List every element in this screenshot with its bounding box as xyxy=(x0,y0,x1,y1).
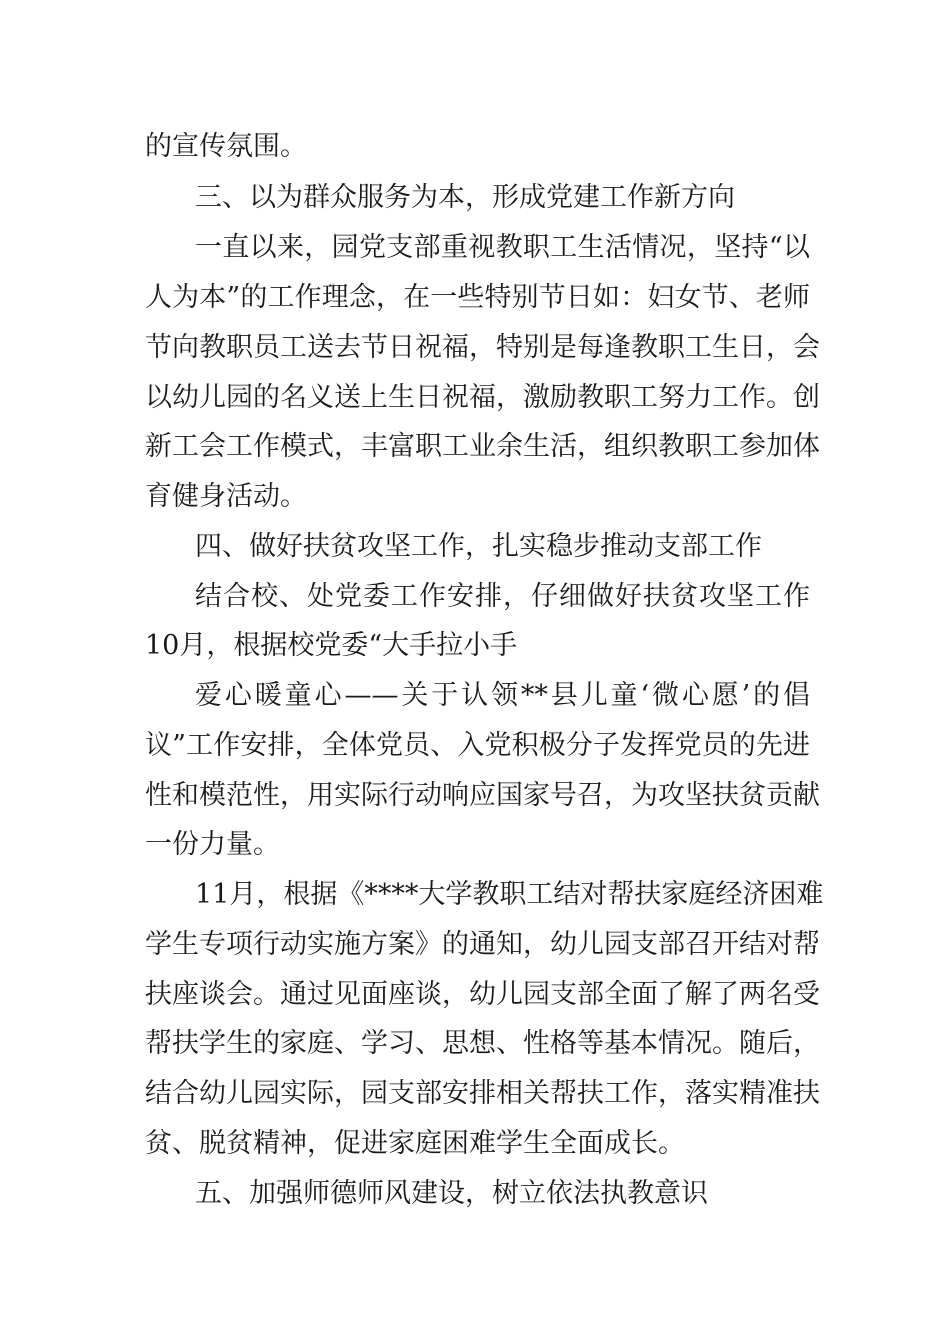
section-heading-3: 三、以为群众服务为本，形成党建工作新方向 xyxy=(195,182,735,213)
section-heading-5: 五、加强师德师风建设，树立依法执教意识 xyxy=(195,1178,708,1209)
section-heading-4: 四、做好扶贫攻坚工作，扎实稳步推动支部工作 xyxy=(195,531,762,562)
paragraph-line: 爱心暖童心——关于认领**县儿童‘微心愿’的倡 xyxy=(195,680,810,711)
paragraph-line: 贫、脱贫精神，促进家庭困难学生全面成长。 xyxy=(145,1128,685,1159)
paragraph-line: 性和模范性，用实际行动响应国家号召，为攻坚扶贫贡献 xyxy=(145,780,820,811)
paragraph-line: 结合幼儿园实际，园支部安排相关帮扶工作，落实精准扶 xyxy=(145,1078,820,1109)
paragraph-line: 一直以来，园党支部重视教职工生活情况，坚持“以 xyxy=(195,232,810,263)
paragraph-line: 人为本”的工作理念，在一些特别节日如：妇女节、老师 xyxy=(145,282,810,313)
paragraph-line: 扶座谈会。通过见面座谈，幼儿园支部全面了解了两名受 xyxy=(145,979,820,1010)
paragraph-line: 10月，根据校党委“大手拉小手 xyxy=(145,630,518,661)
paragraph-line: 育健身活动。 xyxy=(145,481,307,512)
paragraph-line: 帮扶学生的家庭、学习、思想、性格等基本情况。随后， xyxy=(145,1028,820,1059)
paragraph-line: 结合校、处党委工作安排，仔细做好扶贫攻坚工作 xyxy=(195,581,810,612)
paragraph-line: 以幼儿园的名义送上生日祝福，激励教职工努力工作。创 xyxy=(145,382,820,413)
paragraph-line: 节向教职员工送去节日祝福，特别是每逢教职工生日，会 xyxy=(145,332,820,363)
paragraph-line: 新工会工作模式，丰富职工业余生活，组织教职工参加体 xyxy=(145,431,820,462)
paragraph-line: 学生专项行动实施方案》的通知，幼儿园支部召开结对帮 xyxy=(145,929,820,960)
paragraph-line: 的宣传氛围。 xyxy=(145,131,307,162)
paragraph-line: 一份力量。 xyxy=(145,829,280,860)
paragraph-line: 11月，根据《****大学教职工结对帮扶家庭经济困难 xyxy=(195,879,824,910)
paragraph-line: 议”工作安排，全体党员、入党积极分子发挥党员的先进 xyxy=(145,730,810,761)
